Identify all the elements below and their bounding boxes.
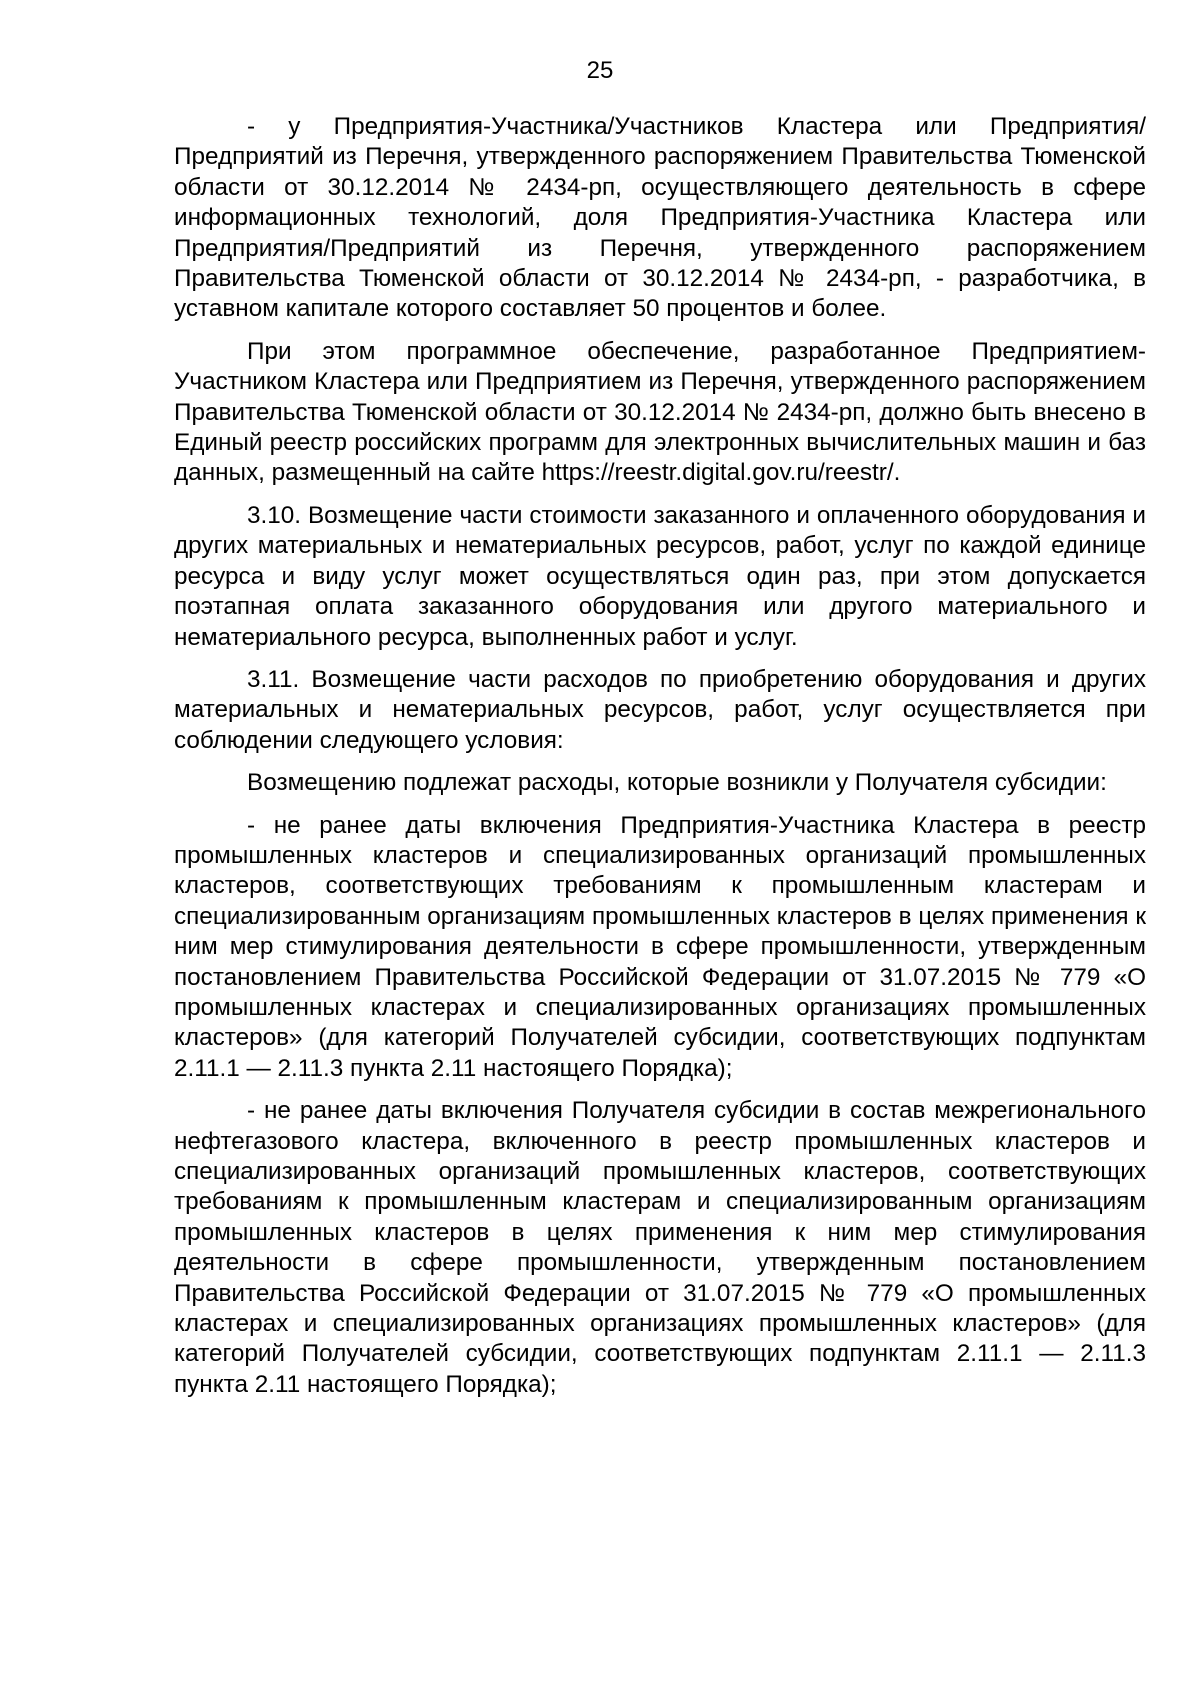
paragraph-oil-gas-cluster-date: - не ранее даты включения Получателя субсидии в состав межрегионального нефтегазового кластера, включенного в реестр промышленных кластеров и специализированных организаций промышленных кластеров, соответствующих требованиям к промышленным кластерам и специализированным организациям промышленных кластеров в целях применения к ним мер стимулирования деятельности в сфере промышленности, утвержденным постановлением Правительства Российской Федерации от 31.07.2015 № 779 «О промышленных кластерах и специализированных организациях промышленных кластеров» (для категорий Получателей субсидии, соответствующих подпунктам 2.11.1 — 2.11.3 пункта 2.11 настоящего Порядка); (174, 1097, 1146, 1398)
paragraph-reimbursable-expenses: Возмещению подлежат расходы, которые возникли у Получателя субсидии: (247, 769, 1107, 797)
page-number: 25 (586, 57, 614, 84)
paragraph-cluster-participant-date: - не ранее даты включения Предприятия-Участника Кластера в реестр промышленных кластеров и специализированных организаций промышленных кластеров, соответствующих требованиям к промышленным кластерам и специализированным организациям промышленных кластеров в целях применения к ним мер стимулирования деятельности в сфере промышленности, утвержденным постановлением Правительства Российской Федерации от 31.07.2015 № 779 «О промышленных кластерах и специализированных организациях промышленных кластеров» (для категорий Получателей субсидии, соответствующих подпунктам 2.11.1 — 2.11.3 пункта 2.11 настоящего Порядка); (174, 811, 1146, 1082)
paragraph-developer-share: - у Предприятия-Участника/Участников Кластера или Предприятия/Предприятий из Перечня, утвержденного распоряжением Правительства Тюменской области от 30.12.2014 № 2434-рп, осуществляющего деятельность в сфере информационных технологий, доля Предприятия-Участника Кластера или Предприятия/Предприятий из Перечня, утвержденного распоряжением Правительства Тюменской области от 30.12.2014 № 2434-рп, - разработчика, в уставном капитале которого составляет 50 процентов и более. (174, 113, 1146, 323)
paragraph-software-registry: При этом программное обеспечение, разработанное Предприятием-Участником Кластера или Предприятием из Перечня, утвержденного распоряжением Правительства Тюменской области от 30.12.2014 № 2434-рп, должно быть внесено в Единый реестр российских программ для электронных вычислительных машин и баз данных, размещенный на сайте https://reestr.digital.gov.ru/reestr/. (174, 337, 1146, 487)
document-body (174, 112, 1146, 1412)
paragraph-3-11: 3.11. Возмещение части расходов по приобретению оборудования и других материальных и нематериальных ресурсов, работ, услуг осуществляется при соблюдении следующего условия: (174, 665, 1146, 754)
paragraph-3-10: 3.10. Возмещение части стоимости заказанного и оплаченного оборудования и других материальных и нематериальных ресурсов, работ, услуг по каждой единице ресурса и виду услуг может осуществляться один раз, при этом допускается поэтапная оплата заказанного оборудования или другого материального и нематериального ресурса, выполненных работ и услуг. (174, 501, 1146, 651)
